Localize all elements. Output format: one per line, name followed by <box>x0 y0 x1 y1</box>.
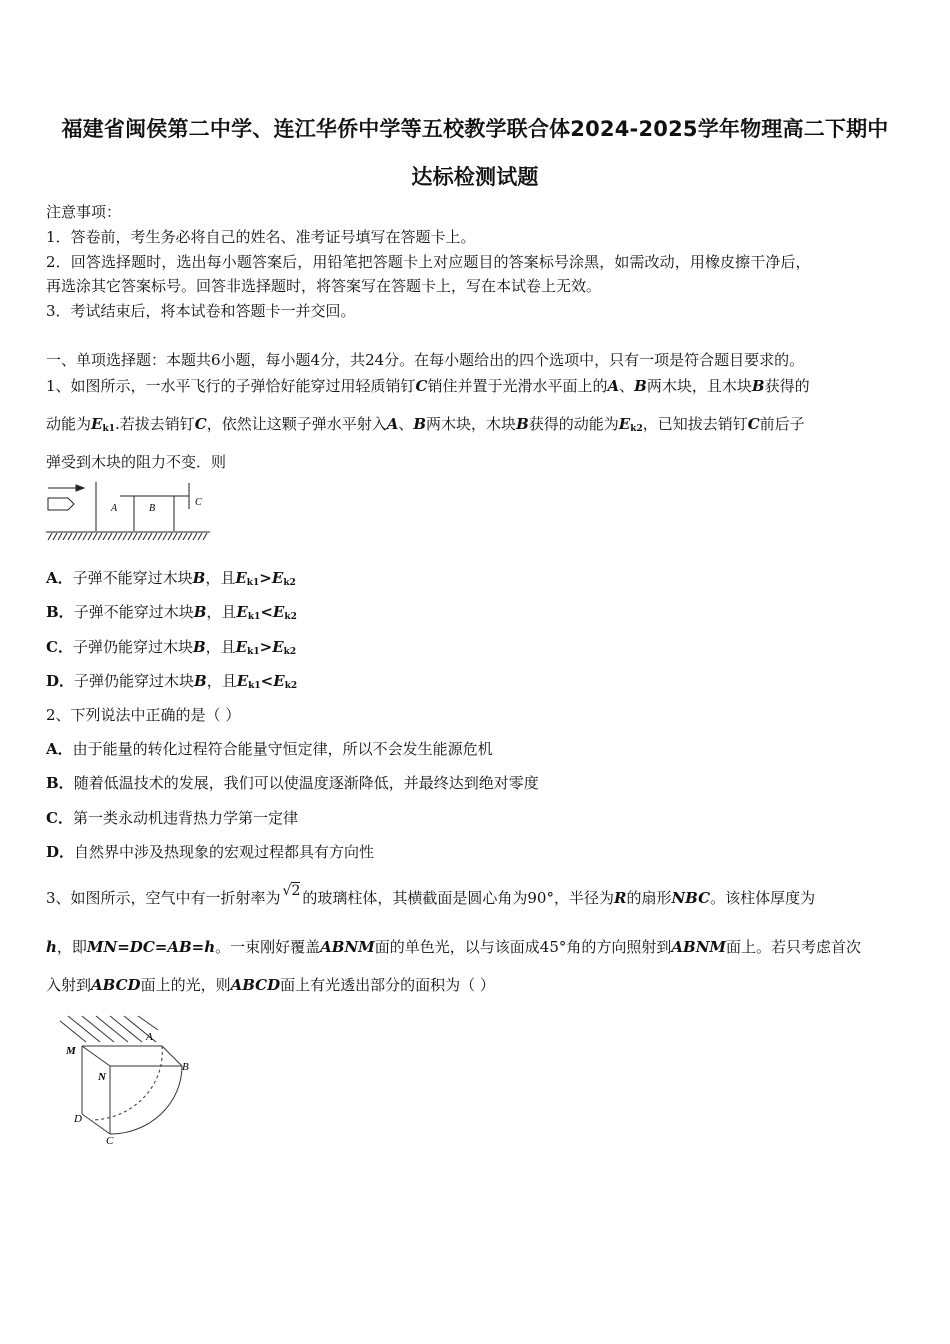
q2-option-a: A．由于能量的转化过程符合能量守恒定律，所以不会发生能源危机 <box>46 740 493 758</box>
exam-title-line-2: 达标检测试题 <box>411 165 539 189</box>
q3-figure-glass-prism <box>60 1012 200 1150</box>
velocity-arrow-icon <box>48 485 84 491</box>
q2-option-d: D．自然界中涉及热现象的宏观过程都具有方向性 <box>46 843 375 861</box>
point-b-label: B <box>182 1061 189 1073</box>
ground-hatch <box>46 532 210 540</box>
section-1-heading: 一、单项选择题：本题共6小题，每小题4分，共24分。在每小题给出的四个选项中，只有一项是符合题目要求的。 <box>46 351 805 369</box>
point-a-label: A <box>146 1031 153 1043</box>
notice-item-1: 1．答卷前，考生务必将自己的姓名、准考证号填写在答题卡上。 <box>46 228 476 246</box>
block-b-label: B <box>149 503 156 514</box>
point-c-label: C <box>106 1135 114 1147</box>
notice-item-3: 3．考试结束后，将本试卷和答题卡一并交回。 <box>46 302 356 320</box>
incident-light-rays <box>60 1016 158 1042</box>
point-m-label: M <box>66 1045 76 1057</box>
prism-outline <box>82 1046 182 1134</box>
sqrt-icon: √ <box>282 883 292 899</box>
q1-option-d: D．子弹仍能穿过木块B，且$E_{k1}<E_{k2}$ <box>46 672 298 691</box>
notice-heading: 注意事项： <box>46 203 122 221</box>
notice-item-2a: 2．回答选择题时，选出每小题答案后，用铅笔把答题卡上对应题目的答案标号涂黑，如需改动，用橡皮擦干净后， <box>46 253 811 271</box>
q1-stem-line-1: 1、如图所示，一水平飞行的子弹恰好能穿过用轻质销钉C销住并置于光滑水平面上的A、B两木块，且木块B获得的 <box>46 377 810 395</box>
q2-option-c: C．第一类永动机违背热力学第一定律 <box>46 809 298 827</box>
q1-option-b: B．子弹不能穿过木块B，且$E_{k1}<E_{k2}$ <box>46 603 297 622</box>
pin-c-label: C <box>195 497 202 508</box>
q3-stem-line-1: 3、如图所示，空气中有一折射率为 √2 的玻璃柱体，其横截面是圆心角为90°，半径为R的扇形NBC。该柱体厚度为 <box>46 883 816 907</box>
exam-title-line-1: 福建省闽侯第二中学、连江华侨中学等五校教学联合体2024-2025学年物理高二下期中 <box>61 117 889 141</box>
q1-stem-line-3: 弹受到木块的阻力不变．则 <box>46 453 227 471</box>
q3-stem-line-2: h，即MN=DC=AB=h。一束刚好覆盖ABNM面的单色光，以与该面成45°角的方向照射到ABNM面上。若只考虑首次 <box>46 938 862 956</box>
q1-stem-line-2: 动能为$E_{k1}$.若拔去销钉C，依然让这颗子弹水平射入A、B两木块，木块B获得的动能为$E_{k2}$，已知拔去销钉C前后子 <box>46 415 805 434</box>
q2-option-b: B．随着低温技术的发展，我们可以使温度逐渐降低，并最终达到绝对零度 <box>46 774 539 792</box>
q1-option-a: A．子弹不能穿过木块B，且$E_{k1}>E_{k2}$ <box>46 569 296 588</box>
notice-item-2b: 再选涂其它答案标号。回答非选择题时，将答案写在答题卡上，写在本试卷上无效。 <box>46 277 602 295</box>
block-a-label: A <box>111 503 118 514</box>
bullet-icon <box>48 498 74 510</box>
q1-option-c: C．子弹仍能穿过木块B，且$E_{k1}>E_{k2}$ <box>46 638 297 657</box>
q3-stem-line-3: 入射到ABCD面上的光，则ABCD面上有光透出部分的面积为（ ） <box>46 976 495 994</box>
block-edges <box>96 482 189 531</box>
q1-figure-bullet-blocks <box>44 478 216 544</box>
point-n-label: N <box>98 1071 106 1083</box>
point-d-label: D <box>74 1113 82 1125</box>
q2-stem: 2、下列说法中正确的是（ ） <box>46 706 241 724</box>
